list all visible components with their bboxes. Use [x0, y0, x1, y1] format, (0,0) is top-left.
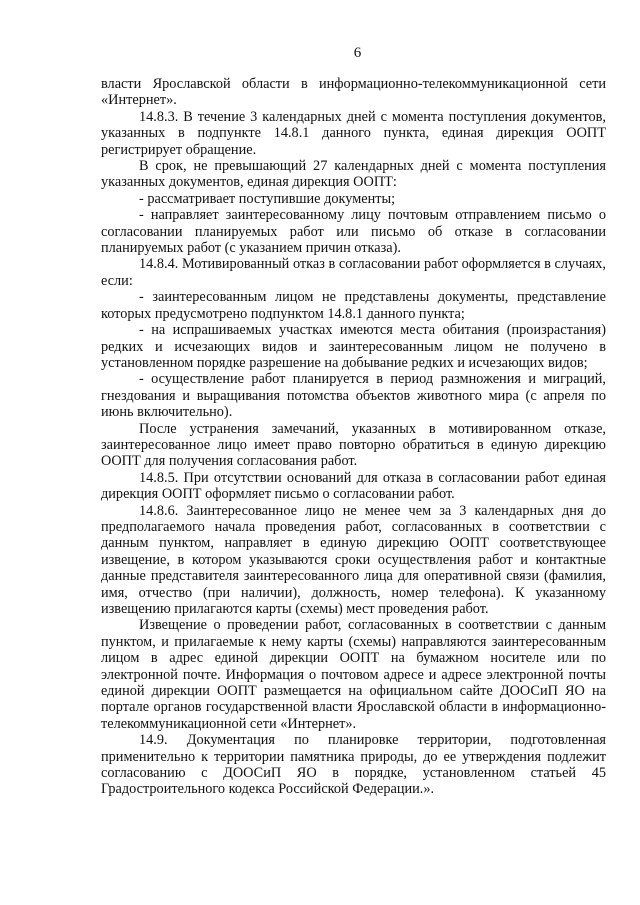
- list-item-no-documents: - заинтересованным лицом не представлены документы, представление которых предусмотрено подпунктом 14.8.1 данного пункта;: [101, 289, 606, 322]
- paragraph-14-8-5: 14.8.5. При отсутствии оснований для отказа в согласовании работ единая дирекция ООПТ оформляет письмо о согласовании работ.: [101, 469, 606, 503]
- paragraph-14-9: 14.9. Документация по планировке территории, подготовленная применительно к территории памятника природы, до ее утверждения подлежит согласованию с ДООСиП ЯО в порядке, установленном статьей 45 Градостроительного кодекса Российской Федерации.».: [101, 732, 606, 798]
- list-item-reviews-documents: - рассматривает поступившие документы;: [139, 190, 396, 207]
- paragraph-14-8-4: 14.8.4. Мотивированный отказ в согласовании работ оформляется в случаях, если:: [101, 256, 606, 289]
- paragraph-term-27-days: В срок, не превышающий 27 календарных дней с момента поступления указанных документов, единая дирекция ООПТ:: [101, 158, 606, 191]
- list-item-rare-species: - на испрашиваемых участках имеются места обитания (произрастания) редких и исчезающих видов и заинтересованным лицом не получено в установленном порядке разрешение на добывание редких и исчезающих видов;: [101, 322, 606, 371]
- list-item-breeding-period: - осуществление работ планируется в период размножения и миграций, гнездования и выращивания потомства объектов животного мира (с апреля по июнь включительно).: [101, 371, 606, 421]
- paragraph-14-8-3: 14.8.3. В течение 3 календарных дней с момента поступления документов, указанных в подпункте 14.8.1 данного пункта, единая дирекция ООПТ регистрирует обращение.: [101, 108, 606, 158]
- paragraph-notice-sending: Извещение о проведении работ, согласованных в соответствии с данным пунктом, и прилагаемые к нему карты (схемы) направляются заинтересованным лицом в адрес единой дирекции ООПТ на бумажном носителе или по электронной почте. Информация о почтовом адресе и адресе электронной почты единой дирекции ООПТ размещается на официальном сайте ДООСиП ЯО на портале органов государственной власти Ярославской области в информационно-телекоммуникационной сети «Интернет».: [101, 617, 606, 732]
- paragraph-after-elimination: После устранения замечаний, указанных в мотивированном отказе, заинтересованное лицо имеет право повторно обратиться в единую дирекцию ООПТ для получения согласования работ.: [101, 420, 606, 470]
- paragraph-internet-continuation: власти Ярославской области в информационно-телекоммуникационной сети «Интернет».: [101, 76, 606, 109]
- paragraph-14-8-6: 14.8.6. Заинтересованное лицо не менее чем за 3 календарных дня до предполагаемого начала проведения работ, согласованных в соответствии с данным пунктом, направляет в единую дирекцию ООПТ соответствующее извещение, в котором указываются сроки осуществления работ и контактные данные представителя заинтересованного лица для оперативной связи (фамилия, имя, отчество (при наличии), должность, номер телефона). К указанному извещению прилагаются карты (схемы) мест проведения работ.: [101, 502, 606, 617]
- page-number: 6: [353, 45, 362, 61]
- list-item-sends-letter: - направляет заинтересованному лицу почтовым отправлением письмо о согласовании планируемых работ или письмо об отказе в согласовании планируемых работ (с указанием причин отказа).: [101, 207, 606, 257]
- document-body: [101, 76, 606, 798]
